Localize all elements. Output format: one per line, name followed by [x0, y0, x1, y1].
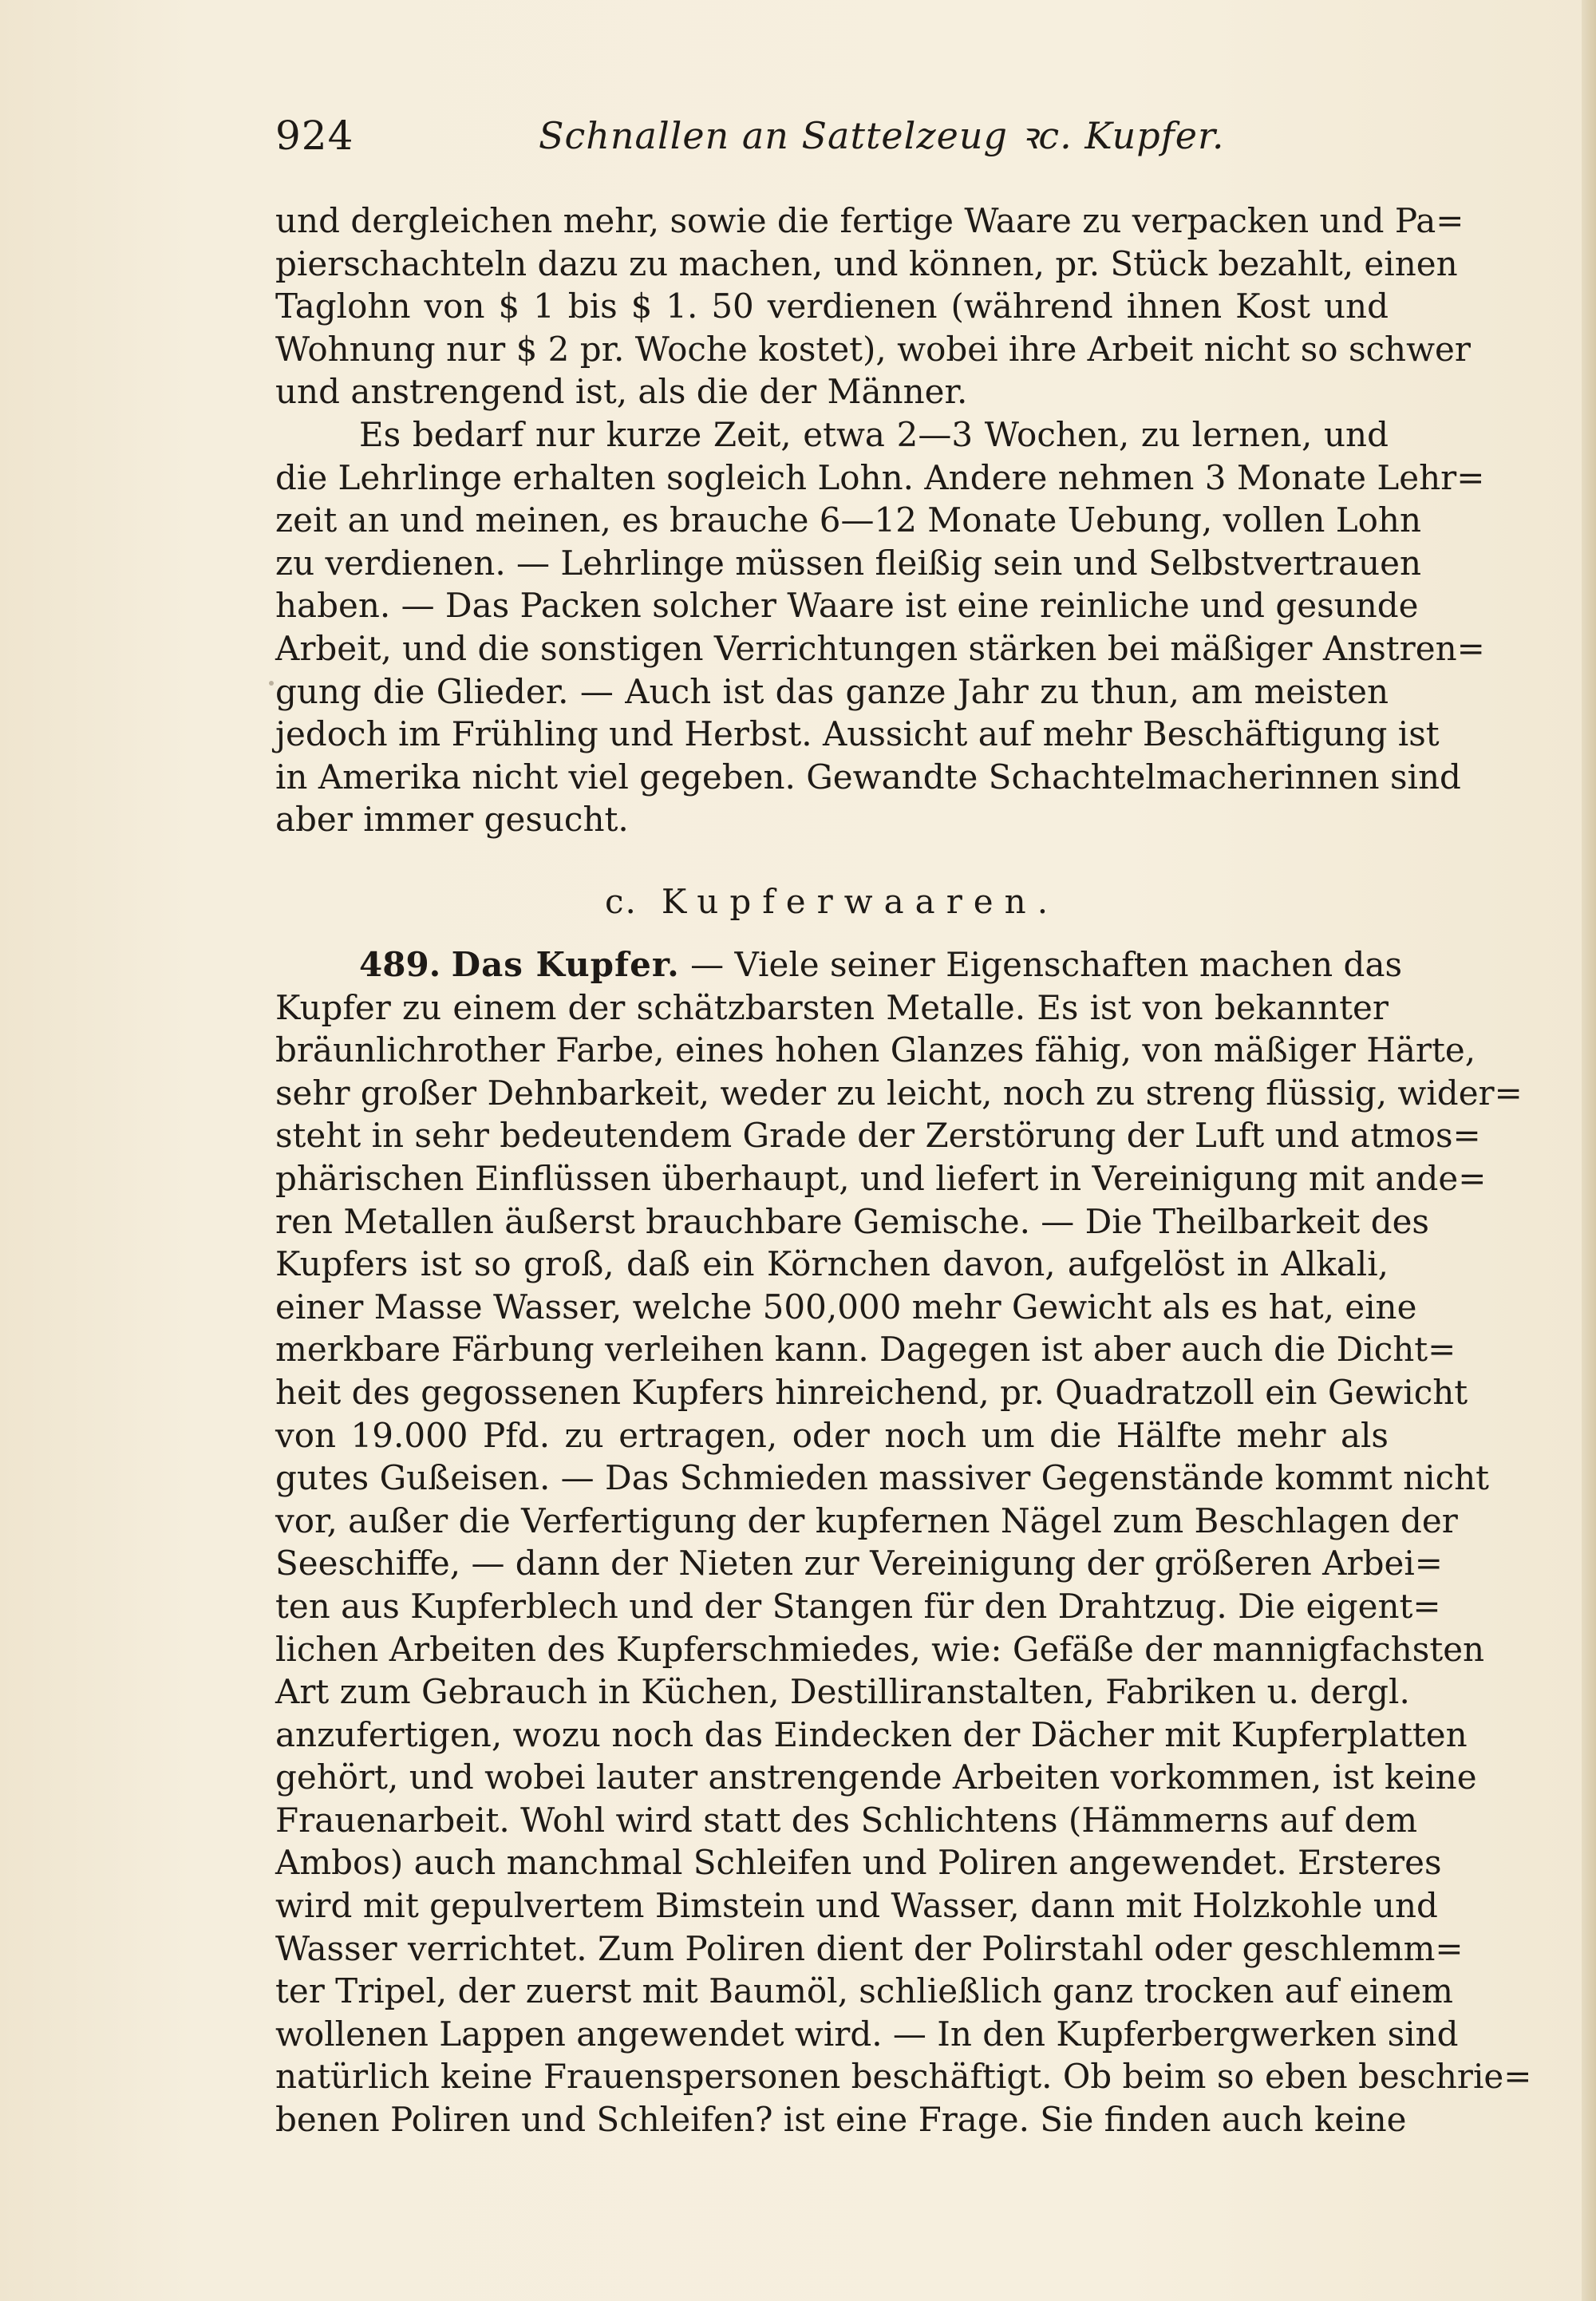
text-line: Kupfer zu einem der schätzbarsten Metalle. Es ist von bekannter: [275, 987, 1389, 1027]
text-line: steht in sehr bedeutendem Grade der Zerstörung der Luft und atmos=: [275, 1116, 1481, 1156]
text-line: jedoch im Frühling und Herbst. Aussicht auf mehr Beschäftigung ist: [275, 714, 1440, 754]
text-line: ten aus Kupferblech und der Stangen für den Drahtzug. Die eigent=: [275, 1586, 1441, 1626]
text-line: Wasser verrichtet. Zum Poliren dient der Polirstahl oder geschlemm=: [275, 1928, 1464, 1968]
text-line: die Lehrlinge erhalten sogleich Lohn. Andere nehmen 3 Monate Lehr=: [275, 457, 1485, 497]
text-line: Art zum Gebrauch in Küchen, Destilliranstalten, Fabriken u. dergl.: [275, 1672, 1410, 1712]
section-title: Kupferwaaren.: [661, 882, 1060, 921]
text-line: einer Masse Wasser, welche 500,000 mehr Gewicht als es hat, eine: [275, 1287, 1417, 1326]
text-line: und anstrengend ist, als die der Männer.: [275, 372, 968, 412]
paragraph-apprentices: [275, 413, 1485, 841]
text-line: haben. — Das Packen solcher Waare ist eine reinliche und gesunde: [275, 586, 1419, 626]
text-line: Seeschiffe, — dann der Nieten zur Vereinigung der größeren Arbei=: [275, 1544, 1443, 1583]
paragraph-number: 489.: [359, 945, 441, 984]
text-line: natürlich keine Frauenspersonen beschäftigt. Ob beim so eben beschrie=: [275, 2057, 1532, 2097]
text-line: [275, 943, 1403, 986]
paragraph-copper: [275, 943, 1532, 2141]
text-line: gutes Gußeisen. — Das Schmieden massiver Gegenstände kommt nicht: [275, 1458, 1490, 1498]
text-line: merkbare Färbung verleihen kann. Dagegen ist aber auch die Dicht=: [275, 1330, 1456, 1370]
section-letter: c.: [604, 882, 638, 921]
text-line: Frauenarbeit. Wohl wird statt des Schlichtens (Hämmerns auf dem: [275, 1800, 1418, 1840]
text-line: und dergleichen mehr, sowie die fertige Waare zu verpacken und Pa=: [275, 201, 1464, 240]
text-line: in Amerika nicht viel gegeben. Gewandte Schachtelmacherinnen sind: [275, 757, 1461, 797]
text-line: benen Poliren und Schleifen? ist eine Frage. Sie finden auch keine: [275, 2100, 1407, 2140]
text-line: Ambos) auch manchmal Schleifen und Poliren angewendet. Ersteres: [275, 1843, 1442, 1883]
running-head: Schnallen an Sattelzeug ꝛc. Kupfer.: [539, 114, 1225, 157]
paragraph-continuation: [275, 200, 1471, 413]
text-line: heit des gegossenen Kupfers hinreichend, pr. Quadratzoll ein Gewicht: [275, 1372, 1468, 1412]
text-line: zu verdienen. — Lehrlinge müssen fleißig sein und Selbstvertrauen: [275, 543, 1422, 583]
text-line: Kupfers ist so groß, daß ein Körnchen davon, aufgelöst in Alkali,: [275, 1244, 1389, 1284]
text-line: lichen Arbeiten des Kupferschmiedes, wie: Gefäße der mannigfachsten: [275, 1629, 1485, 1669]
text-line: Wohnung nur $ 2 pr. Woche kostet), wobei ihre Arbeit nicht so schwer: [275, 329, 1471, 369]
text-line: ter Tripel, der zuerst mit Baumöl, schließlich ganz trocken auf einem: [275, 1971, 1453, 2011]
text-line: pierschachteln dazu zu machen, und können, pr. Stück bezahlt, einen: [275, 243, 1458, 283]
text-line: wird mit gepulvertem Bimstein und Wasser, dann mit Holzkohle und: [275, 1886, 1438, 1926]
page-number: 924: [275, 113, 354, 159]
text-line: bräunlichrother Farbe, eines hohen Glanzes fähig, von mäßiger Härte,: [275, 1030, 1476, 1070]
text-line: sehr großer Dehnbarkeit, weder zu leicht, noch zu streng flüssig, wider=: [275, 1073, 1523, 1113]
page-edge: [1582, 0, 1596, 2301]
section-heading: [275, 878, 1389, 926]
text-line: gung die Glieder. — Auch ist das ganze Jahr zu thun, am meisten: [275, 671, 1389, 711]
text-line: aber immer gesucht.: [275, 800, 629, 840]
text-line: phärischen Einflüssen überhaupt, und liefert in Vereinigung mit ande=: [275, 1158, 1487, 1198]
text-line: ren Metallen äußerst brauchbare Gemische. — Die Theilbarkeit des: [275, 1201, 1429, 1241]
text-line: wollenen Lappen angewendet wird. — In den Kupferbergwerken sind: [275, 2014, 1459, 2054]
text-line: gehört, und wobei lauter anstrengende Arbeiten vorkommen, ist keine: [275, 1757, 1477, 1797]
paragraph-title: Das Kupfer.: [451, 945, 680, 984]
page-speck: [269, 681, 274, 686]
page-header: [275, 112, 1377, 160]
text-line: Es bedarf nur kurze Zeit, etwa 2—3 Wochen, zu lernen, und: [359, 415, 1389, 454]
text-line: Taglohn von $ 1 bis $ 1. 50 verdienen (während ihnen Kost und: [275, 287, 1389, 326]
text-run: — Viele seiner Eigenschaften machen das: [690, 945, 1403, 984]
text-line: Arbeit, und die sonstigen Verrichtungen stärken bei mäßiger Anstren=: [275, 628, 1485, 668]
text-line: vor, außer die Verfertigung der kupfernen Nägel zum Beschlagen der: [275, 1500, 1458, 1540]
text-line: zeit an und meinen, es brauche 6—12 Monate Uebung, vollen Lohn: [275, 500, 1421, 540]
text-line: von 19.000 Pfd. zu ertragen, oder noch um die Hälfte mehr als: [275, 1415, 1389, 1455]
text-line: anzufertigen, wozu noch das Eindecken der Dächer mit Kupferplatten: [275, 1714, 1468, 1754]
